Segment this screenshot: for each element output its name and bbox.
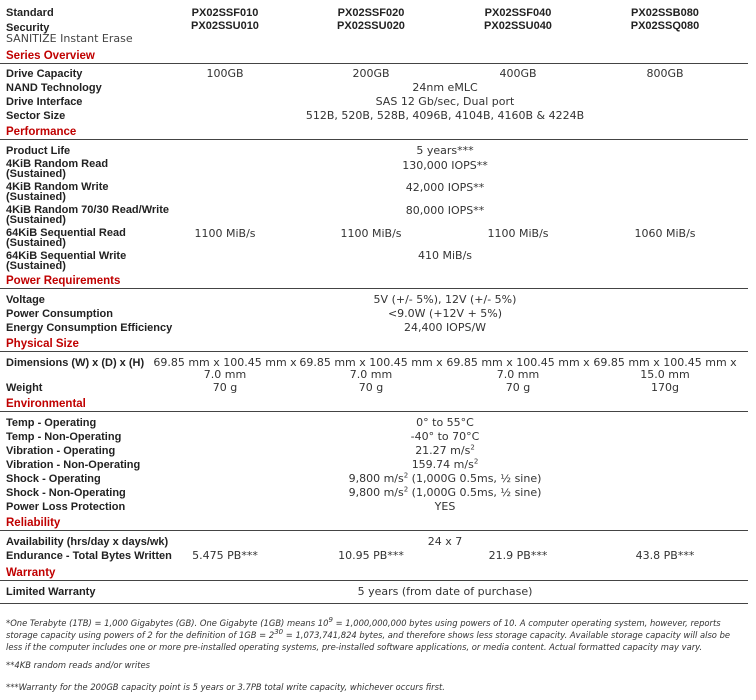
endurance-label: Endurance - Total Bytes Written [6, 550, 172, 562]
sequential-write-label: 64KiB Sequential Write [6, 250, 127, 262]
section-power-requirements [0, 275, 748, 289]
security-note: SANITIZE Instant Erase [6, 32, 133, 45]
endurance-value: 43.8 PB*** [635, 549, 695, 562]
weight-value: 70 g [212, 381, 238, 394]
random-write-sublabel: (Sustained) [6, 191, 66, 203]
endurance-value: 21.9 PB*** [488, 549, 548, 562]
temp-non-operating-value: -40° to 70°C [410, 430, 480, 443]
standard-label: Standard [6, 7, 54, 19]
limited-warranty-value: 5 years (from date of purchase) [357, 585, 533, 598]
shock-operating-value: 9,800 $m/s^2$ (1,000G 0.5ms, ½ sine) [348, 471, 542, 485]
section-reliability [0, 517, 748, 531]
endurance-value: 5.475 PB*** [192, 549, 258, 562]
vibration-operating-label: Vibration - Operating [6, 445, 116, 457]
capacity-value: 800GB [646, 67, 684, 80]
random-mixed-label: 4KiB Random 70/30 Read/Write [6, 204, 170, 216]
section-series-overview [0, 50, 748, 64]
product-life-value: 5 years*** [416, 144, 474, 157]
vibration-non-operating-value: 159.74 $m/s^2$ [411, 457, 479, 471]
sequential-write-value: 410 MiB/s [417, 249, 473, 262]
sequential-read-value: 1060 MiB/s [634, 227, 696, 240]
sequential-read-value: 1100 MiB/s [487, 227, 549, 240]
model-security-3: PX02SSU040 [484, 20, 552, 32]
nand-technology-value: 24nm eMLC [412, 81, 478, 94]
sequential-read-value: 1100 MiB/s [194, 227, 256, 240]
dimensions-height: 7.0 mm [203, 368, 247, 381]
dimensions-height: 15.0 mm [640, 368, 690, 381]
power-loss-protection-label: Power Loss Protection [6, 501, 126, 513]
random-write-label: 4KiB Random Write [6, 181, 109, 193]
dimensions-value: 69.85 mm x 100.45 mm x [593, 356, 737, 369]
footnote-random-io: **4KB random reads and/or writes [6, 660, 151, 670]
model-security-1: PX02SSU010 [191, 20, 259, 32]
vibration-non-operating-label: Vibration - Non-Operating [6, 459, 141, 471]
sequential-read-label: 64KiB Sequential Read [6, 227, 126, 239]
endurance-value: 10.95 PB*** [338, 549, 404, 562]
section-title: Warranty [6, 567, 56, 579]
sector-size-label: Sector Size [6, 110, 66, 122]
vibration-operating-value: 21.27 $m/s^2$ [415, 443, 475, 457]
random-mixed-sublabel: (Sustained) [6, 214, 66, 226]
weight-label: Weight [6, 382, 43, 394]
weight-value: 170g [651, 381, 679, 394]
section-title: Reliability [6, 517, 61, 529]
dimensions-value: 69.85 mm x 100.45 mm x [299, 356, 443, 369]
random-mixed-value: 80,000 IOPS** [405, 204, 485, 217]
section-performance [0, 126, 748, 140]
dimensions-height: 7.0 mm [496, 368, 540, 381]
dimensions-label: Dimensions (W) x (D) x (H) [6, 357, 145, 369]
voltage-label: Voltage [6, 294, 45, 306]
model-standard-3: PX02SSF040 [484, 7, 552, 19]
model-standard-2: PX02SSF020 [337, 7, 405, 19]
drive-interface-value: SAS 12 Gb/sec, Dual port [375, 95, 515, 108]
power-consumption-label: Power Consumption [6, 308, 113, 320]
section-title: Performance [6, 126, 77, 138]
section-warranty [0, 567, 748, 581]
shock-non-operating-value: 9,800 $m/s^2$ (1,000G 0.5ms, ½ sine) [348, 485, 542, 499]
section-title: Series Overview [6, 50, 95, 62]
model-security-4: PX02SSQ080 [630, 20, 700, 32]
table-bottom-rule [0, 603, 748, 604]
limited-warranty-label: Limited Warranty [6, 586, 96, 598]
section-environmental [0, 398, 748, 412]
drive-capacity-label: Drive Capacity [6, 68, 83, 80]
model-security-2: PX02SSU020 [337, 20, 405, 32]
weight-value: 70 g [505, 381, 531, 394]
availability-label: Availability (hrs/day x days/wk) [6, 536, 169, 548]
weight-value: 70 g [358, 381, 384, 394]
footnote-warranty: ***Warranty for the 200GB capacity point is 5 years or 3.7PB total write capacity, whichever occurs first. [6, 682, 445, 692]
temp-operating-label: Temp - Operating [6, 417, 97, 429]
random-read-label: 4KiB Random Read [6, 158, 109, 170]
energy-efficiency-label: Energy Consumption Efficiency [6, 322, 173, 334]
availability-value: 24 x 7 [427, 535, 463, 548]
random-read-value: 130,000 IOPS** [402, 159, 488, 172]
nand-technology-label: NAND Technology [6, 82, 102, 94]
dimensions-value: 69.85 mm x 100.45 mm x [446, 356, 590, 369]
section-title: Environmental [6, 398, 86, 410]
footnote-capacity: *One Terabyte (1TB) = 1,000 Gigabytes (GB). One Gigabyte (1GB) means $10^9 = 1,000,000,000$ bytes using powers of 10. A computer operating system, however, reports storage capacity using powers of 2 for the definition of $1GB = 2^{30} = 1,073,741,824$ bytes, and therefore shows less storage capacity. Available storage capacity will also be less if the computer includes one or more pre-installed operating systems, pre-installed software applications, or media content. Actual formatted capacity may vary. [6, 616, 731, 652]
shock-operating-label: Shock - Operating [6, 473, 101, 485]
model-standard-4: PX02SSB080 [631, 7, 699, 19]
model-standard-1: PX02SSF010 [191, 7, 259, 19]
section-physical-size [0, 338, 748, 352]
energy-efficiency-value: 24,400 IOPS/W [403, 321, 487, 334]
sequential-write-sublabel: (Sustained) [6, 260, 66, 272]
temp-non-operating-label: Temp - Non-Operating [6, 431, 122, 443]
drive-interface-label: Drive Interface [6, 96, 83, 108]
section-title: Physical Size [6, 338, 79, 350]
dimensions-value: 69.85 mm x 100.45 mm x [153, 356, 297, 369]
capacity-value: 200GB [352, 67, 390, 80]
sequential-read-sublabel: (Sustained) [6, 237, 66, 249]
power-consumption-value: <9.0W (+12V + 5%) [387, 307, 503, 320]
capacity-value: 100GB [206, 67, 244, 80]
power-loss-protection-value: YES [434, 500, 456, 513]
section-title: Power Requirements [6, 275, 121, 287]
shock-non-operating-label: Shock - Non-Operating [6, 487, 126, 499]
sector-size-value: 512B, 520B, 528B, 4096B, 4104B, 4160B & 4224B [305, 109, 585, 122]
random-read-sublabel: (Sustained) [6, 168, 66, 180]
security-label: Security [6, 22, 50, 34]
product-life-label: Product Life [6, 145, 71, 157]
voltage-value: 5V (+/- 5%), 12V (+/- 5%) [373, 293, 517, 306]
sequential-read-value: 1100 MiB/s [340, 227, 402, 240]
temp-operating-value: 0° to 55°C [416, 416, 474, 429]
dimensions-height: 7.0 mm [349, 368, 393, 381]
random-write-value: 42,000 IOPS** [405, 181, 485, 194]
capacity-value: 400GB [499, 67, 537, 80]
